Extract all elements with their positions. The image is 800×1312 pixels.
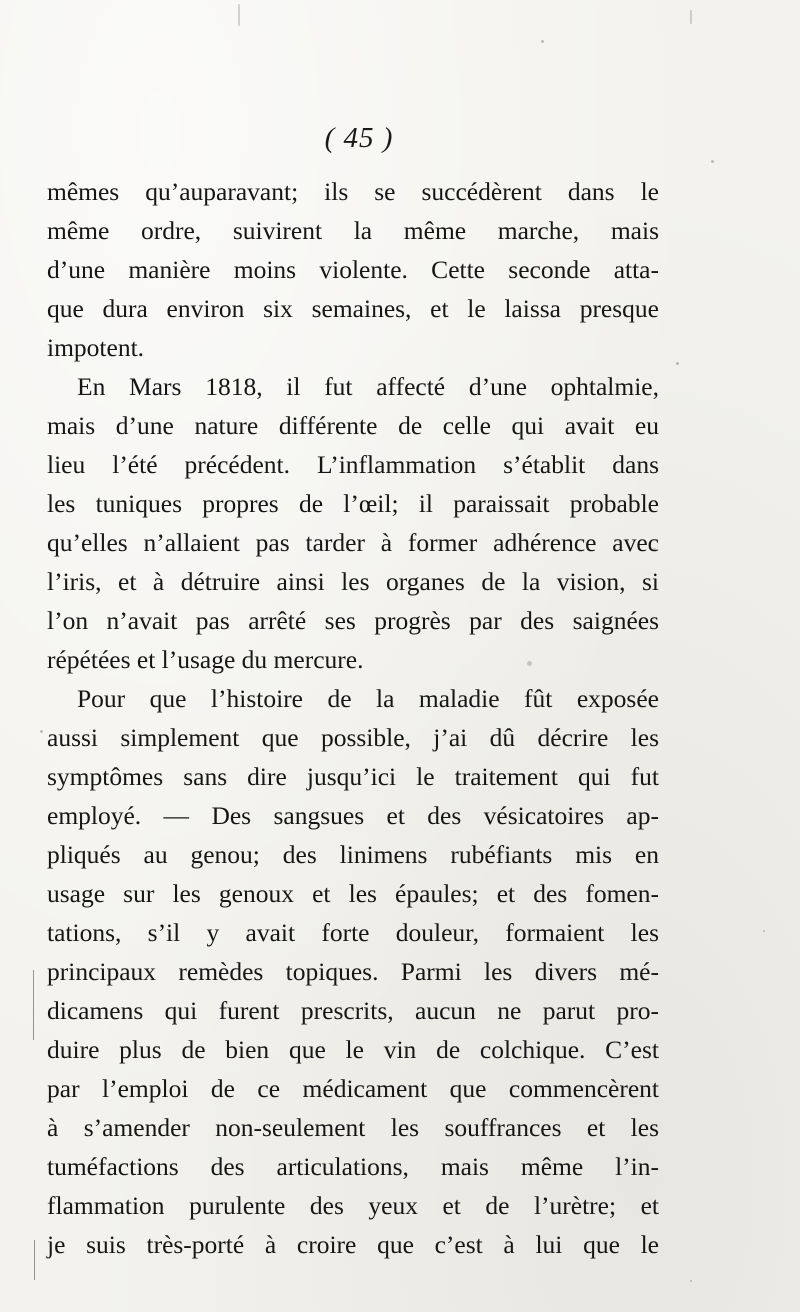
text-line: l’iris, et à détruire ainsi les organes de la vision, si xyxy=(47,567,659,596)
page-number: ( 45 ) xyxy=(324,122,394,154)
text-line: l’on n’avait pas arrêté ses progrès par des saignées xyxy=(47,606,659,635)
paper-speck xyxy=(40,730,43,733)
text-line: d’une manière moins violente. Cette seconde atta- xyxy=(47,255,659,284)
paper-speck xyxy=(763,930,765,932)
text-line: mêmes qu’auparavant; ils se succédèrent dans le xyxy=(47,177,659,206)
paper-speck xyxy=(238,4,240,26)
text-line: qu’elles n’allaient pas tarder à former adhérence avec xyxy=(47,528,659,557)
text-line: dicamens qui furent prescrits, aucun ne parut pro- xyxy=(47,996,659,1025)
text-line: par l’emploi de ce médicament que commencèrent xyxy=(47,1074,659,1103)
text-line: répétées et l’usage du mercure. xyxy=(47,645,364,674)
text-line: flammation purulente des yeux et de l’urètre; et xyxy=(47,1191,659,1220)
text-line: je suis très-porté à croire que c’est à lui que le xyxy=(47,1230,659,1259)
text-line: impotent. xyxy=(47,333,145,362)
text-line: que dura environ six semaines, et le laissa presque xyxy=(47,294,659,323)
text-line: employé. — Des sangsues et des vésicatoires ap- xyxy=(47,801,659,830)
text-line: principaux remèdes topiques. Parmi les divers mé- xyxy=(47,957,659,986)
text-line: duire plus de bien que le vin de colchique. C’est xyxy=(47,1035,659,1064)
paper-speck xyxy=(690,1280,692,1282)
text-line: les tuniques propres de l’œil; il paraissait probable xyxy=(47,489,659,518)
paper-speck xyxy=(541,40,544,43)
paper-speck xyxy=(676,362,679,365)
paper-speck xyxy=(690,10,692,24)
text-line: mais d’une nature différente de celle qui avait eu xyxy=(47,411,659,440)
paper-speck xyxy=(711,160,714,163)
text-line: tuméfactions des articulations, mais même l’in- xyxy=(47,1152,659,1181)
text-line: Pour que l’histoire de la maladie fût exposée xyxy=(77,684,659,713)
text-line: En Mars 1818, il fut affecté d’une ophtalmie, xyxy=(77,372,659,401)
text-line: symptômes sans dire jusqu’ici le traitement qui fut xyxy=(47,762,659,791)
text-line: même ordre, suivirent la même marche, mais xyxy=(47,216,659,245)
margin-line-mark xyxy=(33,970,34,1040)
text-line: aussi simplement que possible, j’ai dû décrire les xyxy=(47,723,659,752)
body-text xyxy=(47,172,659,1264)
margin-line-mark xyxy=(34,1240,35,1280)
text-line: usage sur les genoux et les épaules; et des fomen- xyxy=(47,879,659,908)
text-line: tations, s’il y avait forte douleur, formaient les xyxy=(47,918,659,947)
text-line: pliqués au genou; des linimens rubéfiants mis en xyxy=(47,840,659,869)
text-line: lieu l’été précédent. L’inflammation s’établit dans xyxy=(47,450,659,479)
text-line: à s’amender non-seulement les souffrances et les xyxy=(47,1113,659,1142)
